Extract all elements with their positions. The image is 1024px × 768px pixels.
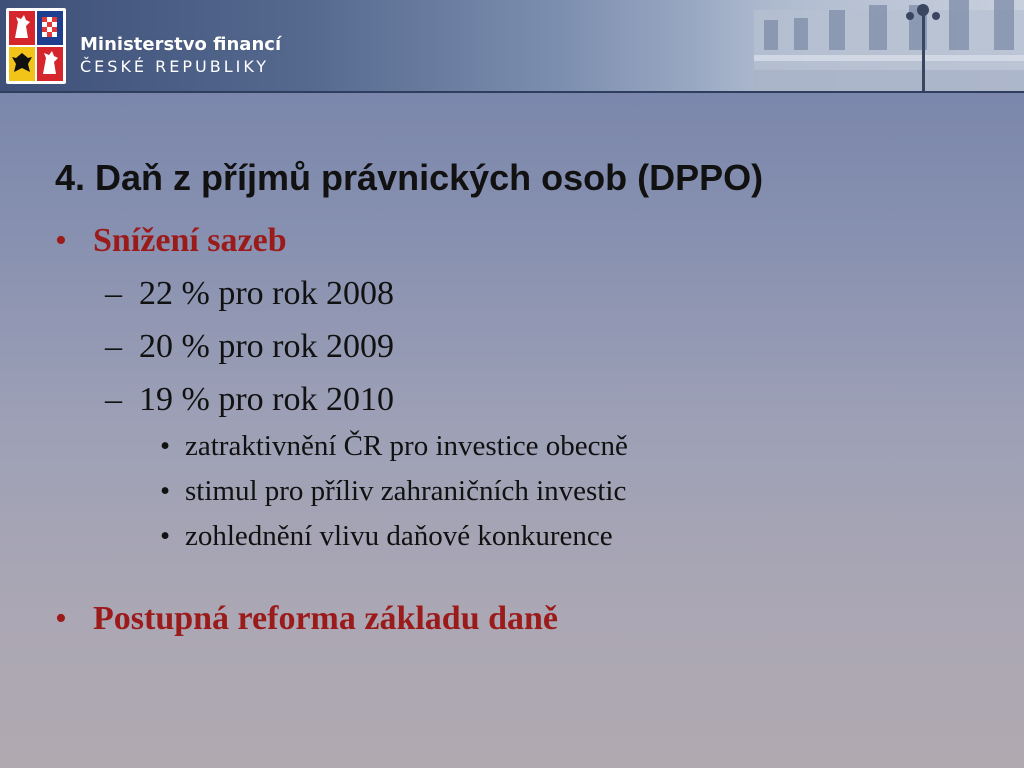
coat-of-arms-logo [6,8,66,84]
list-item [55,222,287,260]
dash-icon: – [105,275,122,312]
list-item [55,600,558,638]
list-item-text: 19 % pro rok 2010 [139,381,394,418]
list-item [160,475,626,508]
list-item-text: Snížení sazeb [93,222,287,259]
list-item-text: zatraktivnění ČR pro investice obecně [185,430,628,462]
ministry-subtitle: ČESKÉ REPUBLIKY [80,57,270,76]
bullet-icon: • [160,520,171,552]
bullet-icon: • [55,222,67,259]
list-item [105,381,394,419]
bullet-icon: • [55,600,67,637]
list-item-text: stimul pro příliv zahraničních investic [185,475,627,507]
list-item [160,430,628,463]
dash-icon: – [105,381,122,418]
bullet-icon: • [160,430,171,462]
list-item-text: 22 % pro rok 2008 [139,275,394,312]
building-photo [694,0,1024,91]
list-item-text: zohlednění vlivu daňové konkurence [185,520,613,552]
list-item-text: 20 % pro rok 2009 [139,328,394,365]
dash-icon: – [105,328,122,365]
ministry-name: Ministerstvo financí [80,34,282,55]
header-banner [0,0,1024,93]
list-item [105,275,394,313]
slide-title: 4. Daň z příjmů právnických osob (DPPO) [55,157,764,198]
list-item-text: Postupná reforma základu daně [93,600,559,637]
list-item [160,520,613,553]
bullet-icon: • [160,475,171,507]
list-item [105,328,394,366]
